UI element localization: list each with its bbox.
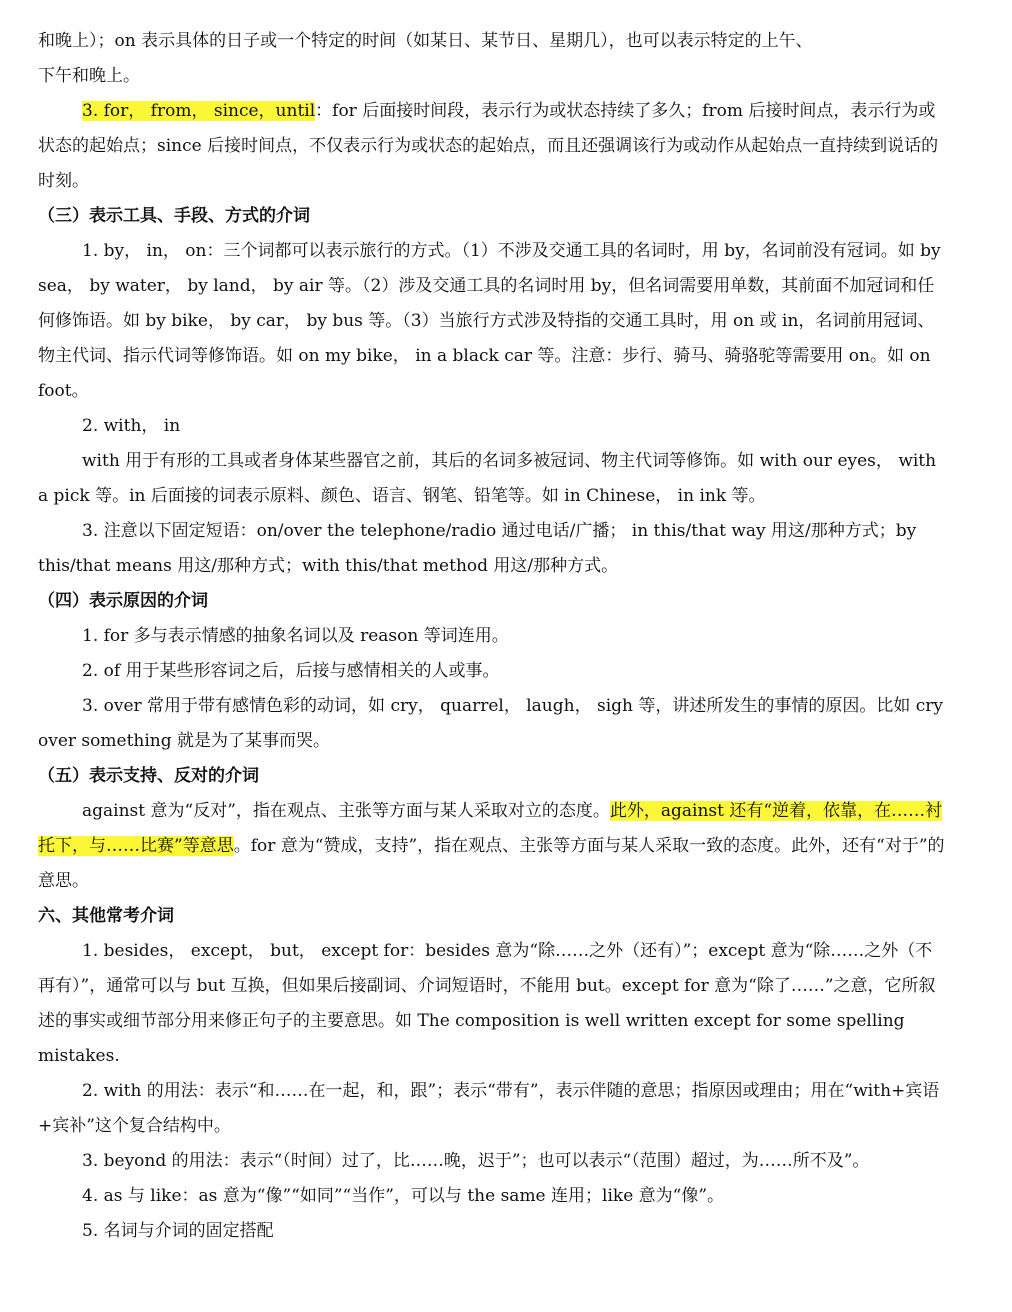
paragraph-text: 。for 意为“赞成，支持”，指在观点、主张等方面与某人采取一致的态度。此外，还有“对于”的意思。 <box>38 836 945 891</box>
paragraph-besides: 1. besides， except， but， except for：besides 意为“除……之外（还有）”；except 意为“除……之外（不再有）”，通常可以与 but 互换，但如果后接副词、介词短语时，不能用 but。except for 意为“除了……”之意，它所叙述的事实或细节部分用来修正句子的主要意思。如 The composition is well written except for some spelling mistakes. <box>38 941 936 1066</box>
paragraph-with-usage: 2. with 的用法：表示“和……在一起，和，跟”；表示“带有”，表示伴随的意思；指原因或理由；用在“with+宾语+宾补”这个复合结构中。 <box>38 1081 940 1136</box>
section-heading-support: （五）表示支持、反对的介词 <box>38 766 259 786</box>
paragraph-time-prepositions <box>38 94 948 199</box>
highlighted-text: 此外，against 还有“逆着，依靠，在……衬托下，与……比赛”等意思 <box>38 801 943 856</box>
paragraph-of: 2. of 用于某些形容词之后，后接与感情相关的人或事。 <box>82 661 500 681</box>
paragraph-with-in-title: 2. with， in <box>82 416 181 436</box>
paragraph-by-in-on: 1. by， in， on：三个词都可以表示旅行的方式。（1）不涉及交通工具的名词时，用 by，名词前没有冠词。如 by sea， by water， by land， by air 等。（2）涉及交通工具的名词时用 by，但名词需要用单数，其前面不加冠词和任何修饰语。如 by bike， by car， by bus 等。（3）当旅行方式涉及特指的交通工具时，用 on 或 in，名词前用冠词、物主代词、指示代词等修饰语。如 on my bike， in a black car 等。注意：步行、骑马、骑骆驼等需要用 on。如 on foot。 <box>38 241 941 401</box>
highlighted-text: 3. for， from， since，until <box>82 101 316 121</box>
paragraph-against <box>38 794 948 899</box>
paragraph-text: against 意为“反对”，指在观点、主张等方面与某人采取对立的态度。 <box>82 801 610 821</box>
paragraph-fixed-phrases: 3. 注意以下固定短语：on/over the telephone/radio 通过电话/广播； in this/that way 用这/那种方式；by this/that means 用这/那种方式；with this/that method 用这/那种方式。 <box>38 521 917 576</box>
paragraph-as-like: 4. as 与 like：as 意为“像”“如同”“当作”，可以与 the same 连用；like 意为“像”。 <box>82 1186 725 1206</box>
paragraph-continuation: 和晚上）；on 表示具体的日子或一个特定的时间（如某日、某节日、星期几），也可以表示特定的上午、 <box>38 31 813 51</box>
watermark: ​ <box>295 708 305 847</box>
document-page <box>38 24 948 1249</box>
section-heading-other: 六、其他常考介词 <box>38 906 174 926</box>
section-heading-cause: （四）表示原因的介词 <box>38 591 208 611</box>
paragraph-text: ：for 后面接时间段，表示行为或状态持续了多久；from 后接时间点，表示行为或状态的起始点；since 后接时间点，不仅表示行为或状态的起始点，而且还强调该行为或动作从起始点一直持续到说话的时刻。 <box>38 101 939 191</box>
paragraph-beyond: 3. beyond 的用法：表示“（时间）过了，比……晚，迟于”；也可以表示“（范围）超过，为……所不及”。 <box>82 1151 870 1171</box>
paragraph-over: 3. over 常用于带有感情色彩的动词，如 cry， quarrel， laugh， sigh 等，讲述所发生的事情的原因。比如 cry over something 就是为了某事而哭。 <box>38 696 944 751</box>
paragraph-with-in: with 用于有形的工具或者身体某些器官之前，其后的名词多被冠词、物主代词等修饰。如 with our eyes， with a pick 等。in 后面接的词表示原料、颜色、语言、钢笔、铅笔等。如 in Chinese， in ink 等。 <box>38 451 937 506</box>
section-heading-tools: （三）表示工具、手段、方式的介词 <box>38 206 310 226</box>
paragraph-collocations: 5. 名词与介词的固定搭配 <box>82 1221 274 1241</box>
paragraph-continuation-end: 下午和晚上。 <box>38 66 140 86</box>
paragraph-for: 1. for 多与表示情感的抽象名词以及 reason 等词连用。 <box>82 626 509 646</box>
